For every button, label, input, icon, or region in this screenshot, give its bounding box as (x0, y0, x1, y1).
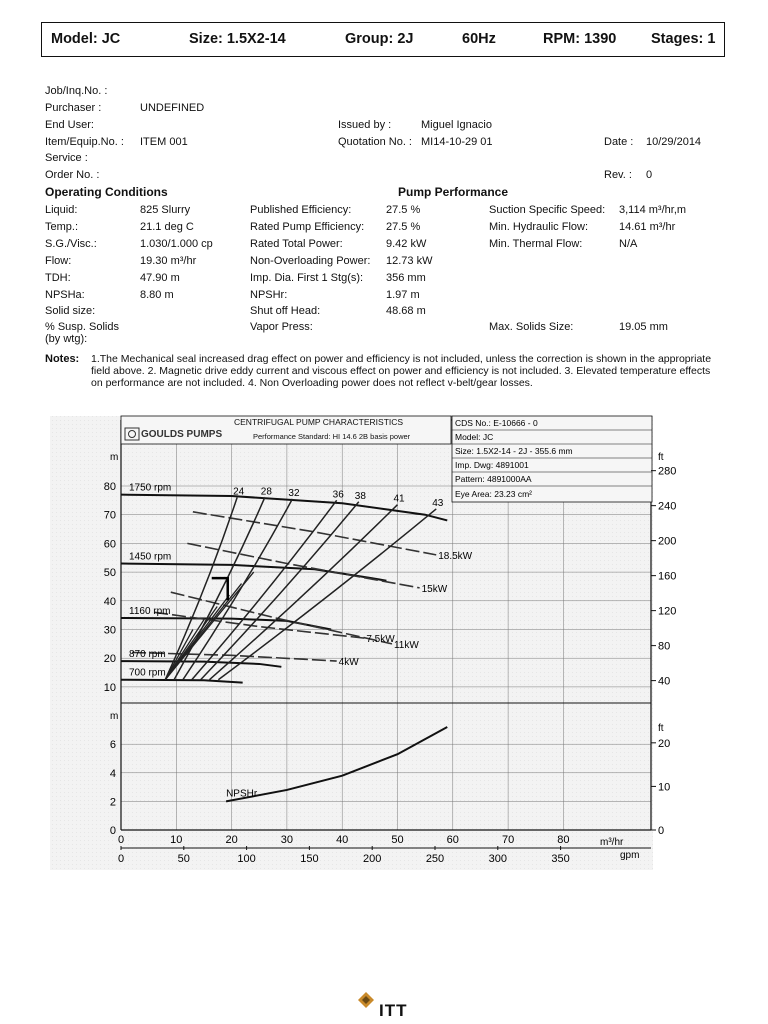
op-label-sg: S.G./Visc.: (45, 238, 97, 250)
y-unit-m-npsh: m (110, 711, 119, 722)
y-tick-head-m: 70 (103, 509, 116, 522)
order-label: Order No. : (45, 169, 100, 181)
op-value-npsha: 8.80 m (140, 289, 174, 301)
x-tick-m3: 30 (280, 834, 294, 846)
perf-label-rated-eff: Rated Pump Efficiency: (250, 221, 365, 233)
perf-value-min-hyd: 14.61 m³/hr (619, 221, 676, 233)
y-tick-head-ft: 160 (658, 570, 677, 583)
efficiency-label: 43 (432, 497, 444, 509)
y-unit-m-head: m (110, 452, 119, 463)
perf-label-pubeff: Published Efficiency: (250, 204, 352, 216)
header-rpm: RPM: 1390 (543, 31, 617, 47)
op-value-temp: 21.1 deg C (140, 221, 194, 233)
y-tick-head-m: 20 (103, 653, 116, 666)
x-tick-gpm: 100 (237, 853, 256, 865)
speed-curve-label: 1160 rpm (129, 606, 171, 618)
header-box (41, 22, 725, 57)
x-tick-m3: 60 (446, 834, 459, 846)
op-label-flow: Flow: (45, 255, 72, 267)
op-value-tdh: 47.90 m (140, 272, 180, 284)
date-label: Date : (604, 136, 634, 148)
y-tick-head-m: 40 (103, 595, 116, 608)
y-tick-npsh-m: 4 (109, 767, 116, 780)
cds-model: Model: JC (455, 432, 494, 442)
cds-no: CDS No.: E-10666 - 0 (455, 418, 538, 428)
y-tick-npsh-m: 6 (109, 739, 116, 752)
perf-label-imp-dia: Imp. Dia. First 1 Stg(s): (250, 272, 364, 284)
perf-value-min-therm: N/A (619, 238, 638, 250)
cds-pattern: Pattern: 4891000AA (455, 474, 532, 484)
purchaser-value: UNDEFINED (140, 102, 205, 114)
x-tick-gpm: 200 (363, 853, 382, 865)
y-tick-npsh-ft: 20 (658, 737, 671, 750)
perf-value-pubeff: 27.5 % (386, 204, 421, 216)
header-hz: 60Hz (462, 31, 496, 47)
service-label: Service : (45, 152, 88, 164)
item-label: Item/Equip.No. : (45, 136, 124, 148)
speed-curve-label: 1750 rpm (129, 482, 172, 494)
op-value-liquid: 825 Slurry (140, 204, 191, 216)
issued-label: Issued by : (338, 119, 392, 131)
perf-label-max-solids: Max. Solids Size: (489, 321, 574, 333)
perf-label-nol-power: Non-Overloading Power: (250, 255, 371, 267)
y-tick-npsh-ft: 10 (658, 781, 671, 794)
chart-standard: Performance Standard: HI 14.6 2B basis power (253, 432, 411, 441)
efficiency-label: 24 (233, 486, 245, 498)
y-tick-npsh-m: 0 (109, 825, 116, 837)
header-size: Size: 1.5X2-14 (189, 31, 286, 47)
power-curve-label: 15kW (421, 583, 448, 595)
perf-label-shutoff: Shut off Head: (250, 305, 321, 317)
x-tick-m3: 80 (557, 834, 570, 846)
perf-value-npshr: 1.97 m (386, 289, 420, 301)
y-unit-ft-head: ft (658, 452, 664, 463)
x-tick-m3: 50 (391, 834, 404, 846)
cds-imp-dwg: Imp. Dwg: 4891001 (455, 460, 529, 470)
x-tick-gpm: 350 (551, 853, 570, 865)
x-tick-m3: 70 (501, 834, 515, 846)
efficiency-label: 28 (260, 486, 272, 498)
efficiency-label: 38 (354, 490, 366, 502)
power-curve-label: 11kW (393, 639, 419, 651)
pump-curve-chart (0, 410, 768, 910)
op-label-liquid: Liquid: (45, 204, 78, 216)
op-label-solid: Solid size: (45, 305, 96, 317)
chart-title: CENTRIFUGAL PUMP CHARACTERISTICS (234, 417, 404, 427)
y-tick-npsh-ft: 0 (658, 825, 665, 837)
x-tick-m3: 20 (225, 834, 238, 846)
power-curve-label: 7.5kW (366, 634, 395, 646)
efficiency-label: 36 (332, 489, 344, 501)
header-model: Model: JC (51, 31, 121, 47)
y-tick-head-m: 30 (103, 624, 116, 637)
y-tick-head-ft: 280 (658, 465, 677, 478)
perf-label-min-therm: Min. Thermal Flow: (489, 238, 583, 250)
footer-brand: ITT (379, 1001, 408, 1020)
perf-value-rated-eff: 27.5 % (386, 221, 421, 233)
perf-label-min-hyd: Min. Hydraulic Flow: (489, 221, 589, 233)
y-tick-head-ft: 80 (658, 640, 671, 653)
perf-value-max-solids: 19.05 mm (619, 321, 668, 333)
op-label-temp: Temp.: (45, 221, 79, 233)
op-label-tdh: TDH: (45, 272, 71, 284)
speed-curve-label: 1450 rpm (129, 551, 172, 563)
speed-curve-label: 870 rpm (129, 649, 166, 661)
y-tick-head-m: 50 (103, 567, 116, 580)
item-value: ITEM 001 (140, 136, 188, 148)
power-curve-label: 18.5kW (438, 550, 473, 562)
perf-value-rated-power: 9.42 kW (386, 238, 427, 250)
perf-value-nol-power: 12.73 kW (386, 255, 433, 267)
header-stages: Stages: 1 (651, 31, 716, 47)
brand-name: GOULDS PUMPS (141, 429, 223, 440)
date-value: 10/29/2014 (646, 136, 702, 148)
perf-value-nss: 3,114 m³/hr,m (619, 204, 687, 216)
x-tick-gpm: 0 (117, 853, 125, 865)
x-tick-gpm: 250 (425, 853, 445, 865)
rev-label: Rev. : (604, 169, 632, 181)
power-curve-label: 4kW (338, 657, 359, 669)
op-label-susp: % Susp. Solids (45, 321, 119, 333)
enduser-label: End User: (45, 119, 94, 131)
x-tick-m3: 10 (170, 834, 183, 846)
y-tick-head-ft: 120 (658, 605, 677, 618)
op-value-flow: 19.30 m³/hr (140, 255, 197, 267)
rev-value: 0 (646, 169, 653, 181)
perf-value-shutoff: 48.68 m (386, 305, 426, 317)
op-label-npsha: NPSHa: (45, 289, 85, 301)
y-tick-head-ft: 240 (658, 500, 677, 513)
x-tick-gpm: 150 (300, 853, 319, 865)
op-label-susp-2: (by wtg): (45, 333, 88, 345)
perf-label-rated-power: Rated Total Power: (250, 238, 343, 250)
y-unit-ft-npsh: ft (658, 723, 664, 734)
x-unit-m3: m³/hr (600, 837, 624, 848)
quotation-value: MI14-10-29 01 (421, 136, 493, 148)
quotation-label: Quotation No. : (338, 136, 412, 148)
operating-heading: Operating Conditions (45, 185, 168, 199)
speed-curve-label: 700 rpm (129, 667, 166, 679)
x-tick-gpm: 300 (488, 853, 507, 865)
x-unit-gpm: gpm (620, 850, 640, 861)
issued-value: Miguel Ignacio (421, 119, 492, 131)
y-tick-head-m: 60 (103, 538, 116, 551)
x-tick-m3: 0 (117, 834, 125, 846)
performance-heading: Pump Performance (398, 185, 509, 199)
cds-eye-area: Eye Area: 23.23 cm² (455, 489, 533, 499)
y-tick-head-ft: 40 (658, 675, 671, 688)
y-tick-head-m: 10 (103, 681, 116, 694)
perf-value-imp-dia: 356 mm (386, 272, 426, 284)
notes-text: 1.The Mechanical seal increased drag effect on power and efficiency is not included, unless the correction is shown in the appropriate field above. 2. Magnetic drive eddy current and viscous effect on power and efficiency is not included. 3. Elevated temperature effects on performance are not included. 4. Non Overloading power does not reflect v-belt/gear losses. (91, 353, 712, 389)
y-tick-head-m: 80 (103, 481, 116, 493)
notes-label: Notes: (45, 353, 80, 365)
op-value-sg: 1.030/1.000 cp (140, 238, 213, 250)
perf-label-nss: Suction Specific Speed: (489, 204, 606, 216)
x-tick-gpm: 50 (177, 853, 190, 865)
perf-label-vapor: Vapor Press: (250, 321, 313, 333)
header-group: Group: 2J (345, 31, 414, 47)
perf-label-npshr: NPSHr: (250, 289, 288, 301)
efficiency-label: 41 (393, 493, 405, 505)
purchaser-label: Purchaser : (45, 102, 102, 114)
cds-size: Size: 1.5X2-14 - 2J - 355.6 mm (455, 446, 573, 456)
y-tick-head-ft: 200 (658, 535, 677, 548)
efficiency-label: 32 (288, 487, 300, 499)
npshr-label: NPSHr (226, 788, 258, 800)
job-label: Job/Inq.No. : (45, 85, 108, 97)
x-tick-m3: 40 (336, 834, 349, 846)
y-tick-npsh-m: 2 (109, 796, 116, 809)
